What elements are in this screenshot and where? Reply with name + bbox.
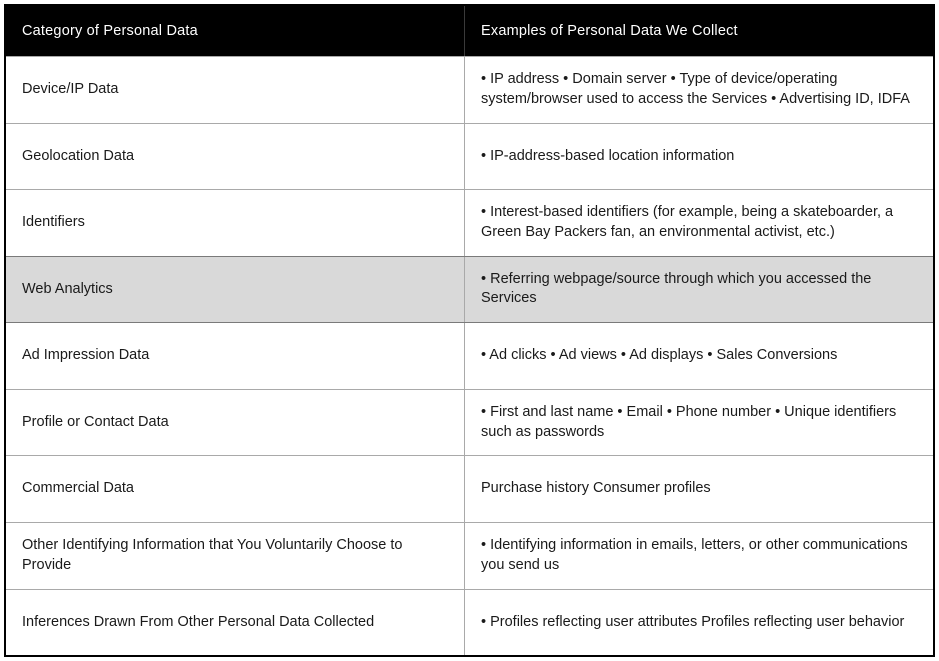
table-row xyxy=(6,123,933,190)
examples-cell: • Profiles reflecting user attributes Profiles reflecting user behavior xyxy=(481,613,905,630)
table-row xyxy=(6,189,933,256)
examples-cell: • First and last name • Email • Phone number • Unique identifiers such as passwords xyxy=(481,404,897,440)
examples-cell: • Identifying information in emails, letters, or other communications you send us xyxy=(481,537,908,573)
table-header-row xyxy=(6,6,933,56)
table-row xyxy=(6,589,933,656)
examples-cell: Purchase history Consumer profiles xyxy=(481,480,711,497)
examples-cell: • IP address • Domain server • Type of device/operating system/browser used to access the Services • Advertising ID, IDFA xyxy=(481,71,910,107)
category-cell: Web Analytics xyxy=(6,257,465,323)
category-cell: Ad Impression Data xyxy=(6,323,465,389)
table-row xyxy=(6,322,933,389)
header-category: Category of Personal Data xyxy=(6,6,465,56)
category-cell: Inferences Drawn From Other Personal Data Collected xyxy=(6,590,465,656)
table-row xyxy=(6,56,933,123)
table-row xyxy=(6,389,933,456)
category-cell: Profile or Contact Data xyxy=(6,390,465,456)
table-row xyxy=(6,455,933,522)
examples-cell: • Referring webpage/source through which you accessed the Services xyxy=(481,270,872,307)
category-cell: Device/IP Data xyxy=(6,57,465,123)
examples-cell: • Interest-based identifiers (for example, being a skateboarder, a Green Bay Packers fan, an environmental activist, etc.) xyxy=(481,204,894,240)
personal-data-table xyxy=(4,4,935,657)
category-cell: Commercial Data xyxy=(6,456,465,522)
category-cell: Geolocation Data xyxy=(6,124,465,190)
category-cell: Identifiers xyxy=(6,190,465,256)
examples-cell: • IP-address-based location information xyxy=(481,147,735,164)
header-examples: Examples of Personal Data We Collect xyxy=(481,23,738,39)
table-row-highlighted xyxy=(6,256,933,323)
table-row xyxy=(6,522,933,589)
examples-cell: • Ad clicks • Ad views • Ad displays • Sales Conversions xyxy=(481,347,838,364)
category-cell: Other Identifying Information that You Voluntarily Choose to Provide xyxy=(6,523,465,589)
